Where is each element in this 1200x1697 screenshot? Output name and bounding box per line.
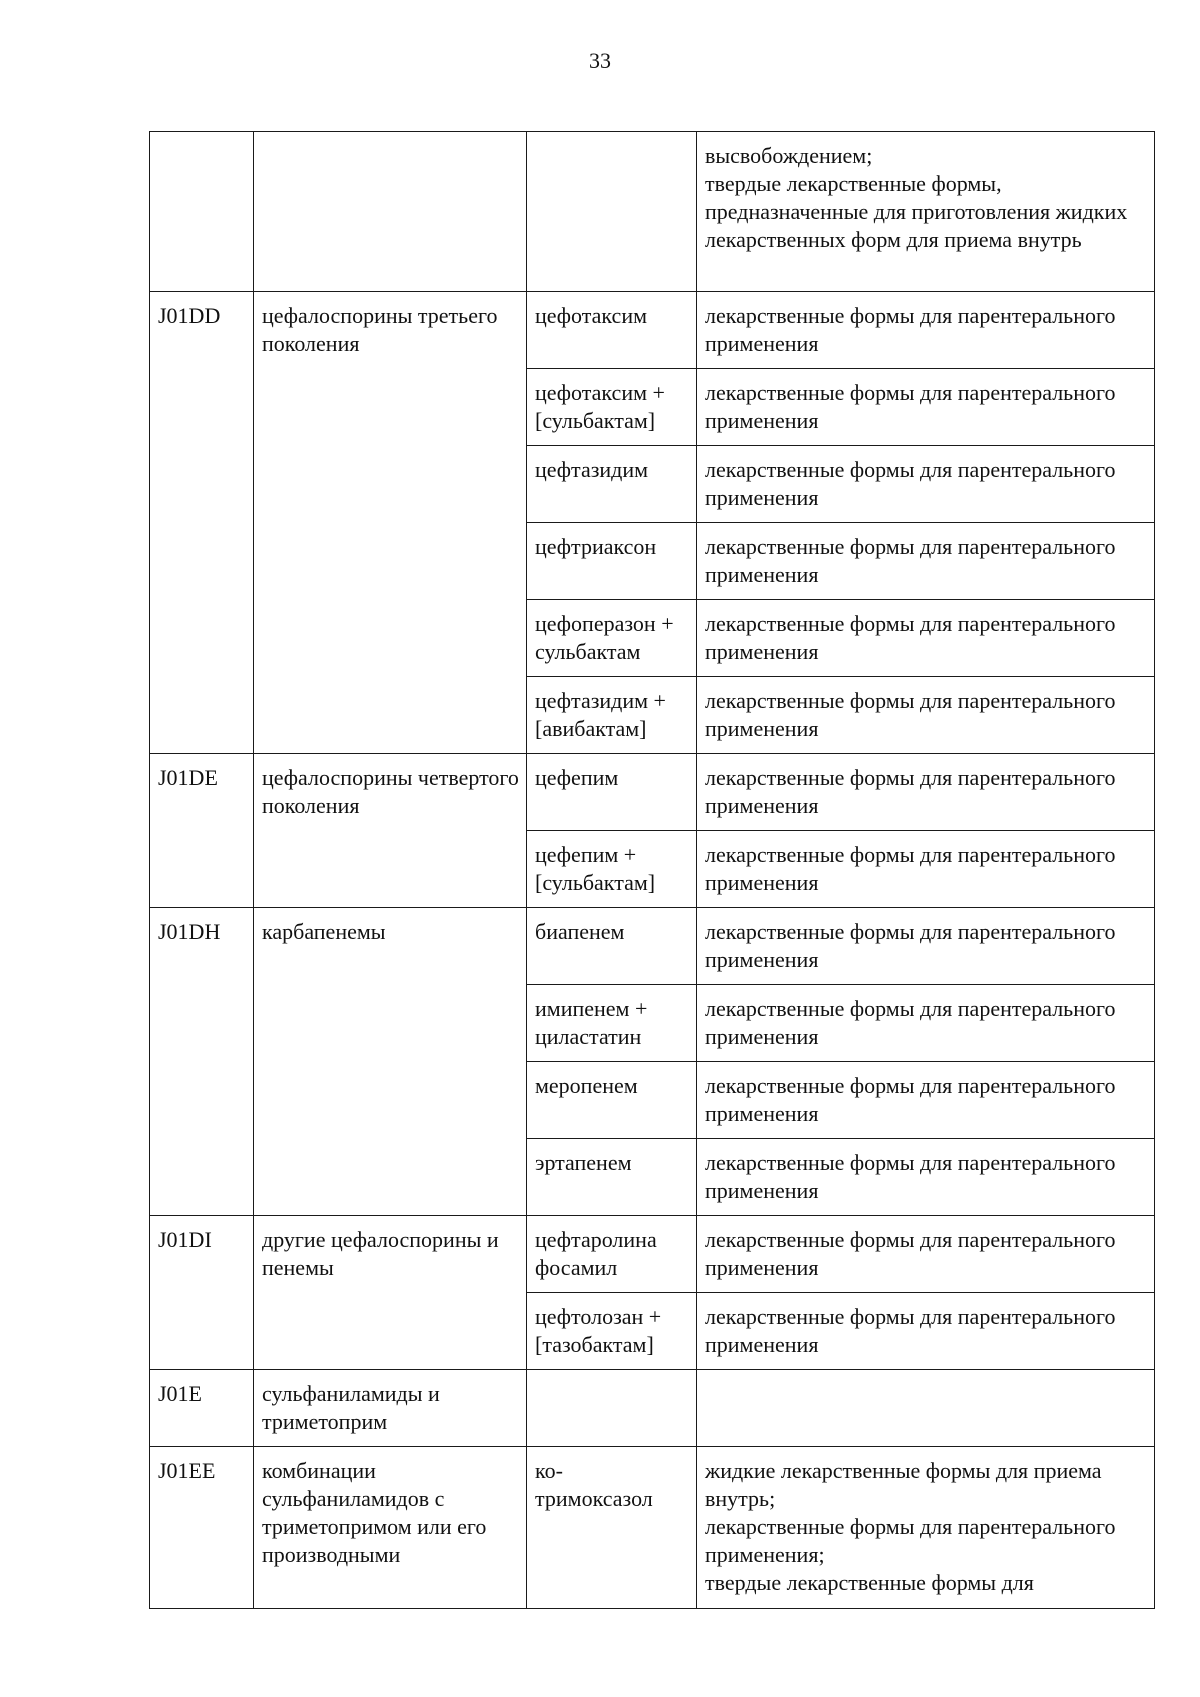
- cell-drug-name: цефтриаксон: [527, 523, 697, 600]
- page-number: 33: [589, 48, 611, 73]
- cell-code: J01EE: [150, 1447, 254, 1609]
- cell-dosage-form: лекарственные формы для парентерального применения: [697, 677, 1155, 754]
- table-row: [150, 1370, 1155, 1447]
- table-row: [150, 1447, 1155, 1609]
- cell-drug-name: цефтазидим + [авибактам]: [527, 677, 697, 754]
- cell-dosage-form: лекарственные формы для парентерального применения: [697, 908, 1155, 985]
- cell-drug-name: цефоперазон + сульбактам: [527, 600, 697, 677]
- cell-dosage-form: высвобождением; твердые лекарственные формы, предназначенные для приготовления жидких лекарственных форм для приема внутрь: [697, 132, 1155, 292]
- cell-dosage-form: лекарственные формы для парентерального применения: [697, 985, 1155, 1062]
- cell-drug-name: цефепим: [527, 754, 697, 831]
- cell-group: карбапенемы: [254, 908, 527, 1216]
- table-row: [150, 754, 1155, 831]
- cell-dosage-form: лекарственные формы для парентерального применения: [697, 292, 1155, 369]
- cell-dosage-form: [697, 1370, 1155, 1447]
- cell-drug-name: цефтолозан + [тазобактам]: [527, 1293, 697, 1370]
- cell-dosage-form: лекарственные формы для парентерального применения: [697, 600, 1155, 677]
- cell-drug-name: цефтаролина фосамил: [527, 1216, 697, 1293]
- table-row: [150, 908, 1155, 985]
- cell-group: [254, 132, 527, 292]
- table-row: [150, 292, 1155, 369]
- cell-drug-name: цефепим + [сульбактам]: [527, 831, 697, 908]
- table-row-continuation: [150, 132, 1155, 292]
- cell-group: сульфаниламиды и триметоприм: [254, 1370, 527, 1447]
- cell-dosage-form: лекарственные формы для парентерального применения: [697, 1139, 1155, 1216]
- cell-code: J01DI: [150, 1216, 254, 1370]
- cell-drug-name: цефотаксим + [сульбактам]: [527, 369, 697, 446]
- cell-group: цефалоспорины четвертого поколения: [254, 754, 527, 908]
- cell-dosage-form: лекарственные формы для парентерального применения: [697, 523, 1155, 600]
- cell-dosage-form: лекарственные формы для парентерального применения: [697, 1293, 1155, 1370]
- cell-dosage-form: лекарственные формы для парентерального применения: [697, 754, 1155, 831]
- cell-code: J01DD: [150, 292, 254, 754]
- table-row: [150, 1216, 1155, 1293]
- cell-dosage-form: лекарственные формы для парентерального применения: [697, 446, 1155, 523]
- cell-drug-name: [527, 1370, 697, 1447]
- drug-classification-table: [149, 131, 1155, 1609]
- cell-dosage-form: лекарственные формы для парентерального применения: [697, 831, 1155, 908]
- cell-drug-name: [527, 132, 697, 292]
- cell-drug-name: меропенем: [527, 1062, 697, 1139]
- cell-drug-name: цефтазидим: [527, 446, 697, 523]
- table-body: [150, 132, 1155, 1609]
- cell-code: [150, 132, 254, 292]
- cell-dosage-form: жидкие лекарственные формы для приема внутрь; лекарственные формы для парентерального применения; твердые лекарственные формы для: [697, 1447, 1155, 1609]
- cell-code: J01DE: [150, 754, 254, 908]
- cell-group: комбинации сульфаниламидов с триметопримом или его производными: [254, 1447, 527, 1609]
- cell-dosage-form: лекарственные формы для парентерального применения: [697, 1216, 1155, 1293]
- cell-drug-name: эртапенем: [527, 1139, 697, 1216]
- cell-group: другие цефалоспорины и пенемы: [254, 1216, 527, 1370]
- cell-code: J01E: [150, 1370, 254, 1447]
- cell-drug-name: цефотаксим: [527, 292, 697, 369]
- cell-code: J01DH: [150, 908, 254, 1216]
- cell-drug-name: биапенем: [527, 908, 697, 985]
- cell-dosage-form: лекарственные формы для парентерального применения: [697, 369, 1155, 446]
- cell-drug-name: ко- тримоксазол: [527, 1447, 697, 1609]
- cell-group: цефалоспорины третьего поколения: [254, 292, 527, 754]
- cell-dosage-form: лекарственные формы для парентерального применения: [697, 1062, 1155, 1139]
- cell-drug-name: имипенем + циластатин: [527, 985, 697, 1062]
